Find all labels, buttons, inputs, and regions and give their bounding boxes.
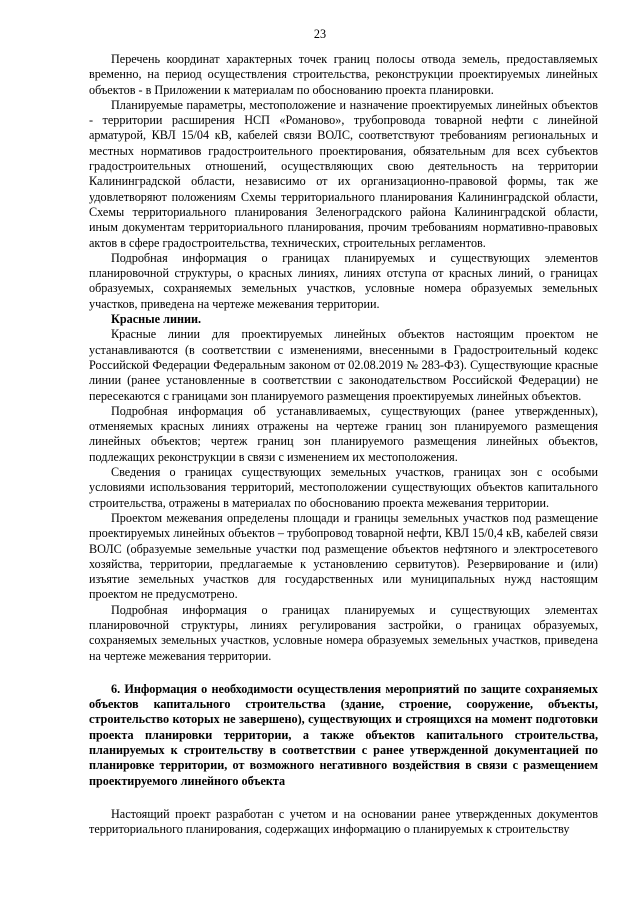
paragraph: Подробная информация об устанавливаемых, существующих (ранее утвержденных), отменяемых красных линиях отражены на чертеже границ зон планируемого размещения линейных объектов; чертеж границ зон планируемого размещения линейных объектов, подлежащих реконструкции в связи с изменением их местоположения. bbox=[89, 403, 598, 464]
document-body bbox=[89, 52, 598, 838]
page-number: 23 bbox=[313, 27, 327, 41]
paragraph: Проектом межевания определены площади и границы земельных участков под размещение проектируемых линейных объектов – трубопровод товарной нефти, КВЛ 15/0,4 кВ, кабелей связи ВОЛС (образуемые земельные участки под размещение объектов нефтяного и электросетевого хозяйства, территории, предлагаемые к установлению сервитутов). Резервирование и (или) изъятие земельных участков для государственных или муниципальных нужд настоящим проектом не предусмотрено. bbox=[89, 510, 598, 602]
paragraph: Подробная информация о границах планируемых и существующих элементов планировочной структуры, о красных линиях, линиях отступа от красных линий, о границах образуемых, сохраняемых земельных участков, условные номера образуемых земельных участков, приведена на чертеже межевания территории. bbox=[89, 250, 598, 311]
paragraph: Сведения о границах существующих земельных участков, границах зон с особыми условиями использования территорий, местоположении существующих объектов капитального строительства, отражены в материалах по обоснованию проекта межевания территории. bbox=[89, 465, 598, 510]
paragraph: Красные линии для проектируемых линейных объектов настоящим проектом не устанавливаются (в соответствии с изменениями, внесенными в Градостроительный кодекс Российской Федерации Федеральным законом от 02.08.2019 № 283-ФЗ). Существующие красные линии (ранее установленные в соответствии с законодательством Российской Федерации) не пересекаются с границами зон планируемого размещения проектируемых линейных объектов. bbox=[89, 327, 598, 403]
paragraph: Планируемые параметры, местоположение и назначение проектируемых линейных объектов - территории расширения НСП «Романово», трубопровода товарной нефти с линейной арматурой, КВЛ 15/04 кВ, кабелей связи ВОЛС, соответствуют требованиям региональных и местных нормативов градостроительного проектирования, обязательным для всех субъектов градостроительных отношений, осуществляющих свою деятельность на территории Калининградской области, независимо от их организационно-правовой формы, так же удовлетворяют положениям Схемы территориального планирования Калининградской области, Схемы территориального планирования Зеленоградского района Калининградской области, иным документам территориального планирования, прочим требованиям нормативно-правовых актов в сфере градостроительства, технических, строительных регламентов. bbox=[89, 97, 598, 250]
paragraph: Подробная информация о границах планируемых и существующих элементах планировочной структуры, линиях регулирования застройки, о границах образуемых, сохраняемых земельных участков, условные номера образуемых земельных участков, приведена на чертеже межевания территории. bbox=[89, 602, 598, 663]
paragraph: Перечень координат характерных точек границ полосы отвода земель, предоставляемых временно, на период осуществления строительства, реконструкции проектируемых линейных объектов - в Приложении к материалам по обоснованию проекта планировки. bbox=[89, 52, 598, 97]
paragraph: Настоящий проект разработан с учетом и на основании ранее утвержденных документов территориального планирования, содержащих информацию о планируемых к строительству bbox=[89, 806, 598, 837]
subheading-red-lines: Красные линии. bbox=[111, 312, 202, 327]
section-heading: 6. Информация о необходимости осуществления мероприятий по защите сохраняемых объектов капитального строительства (здание, строение, сооружение, объекты, строительство которых не завершено), существующих и строящихся на момент подготовки проекта планировки территории, а также объектов капитального строительства, планируемых к строительству в соответствии с ранее утвержденной документацией по планировке территории, от возможного негативного воздействия в связи с размещением проектируемого линейного объекта bbox=[89, 681, 598, 788]
